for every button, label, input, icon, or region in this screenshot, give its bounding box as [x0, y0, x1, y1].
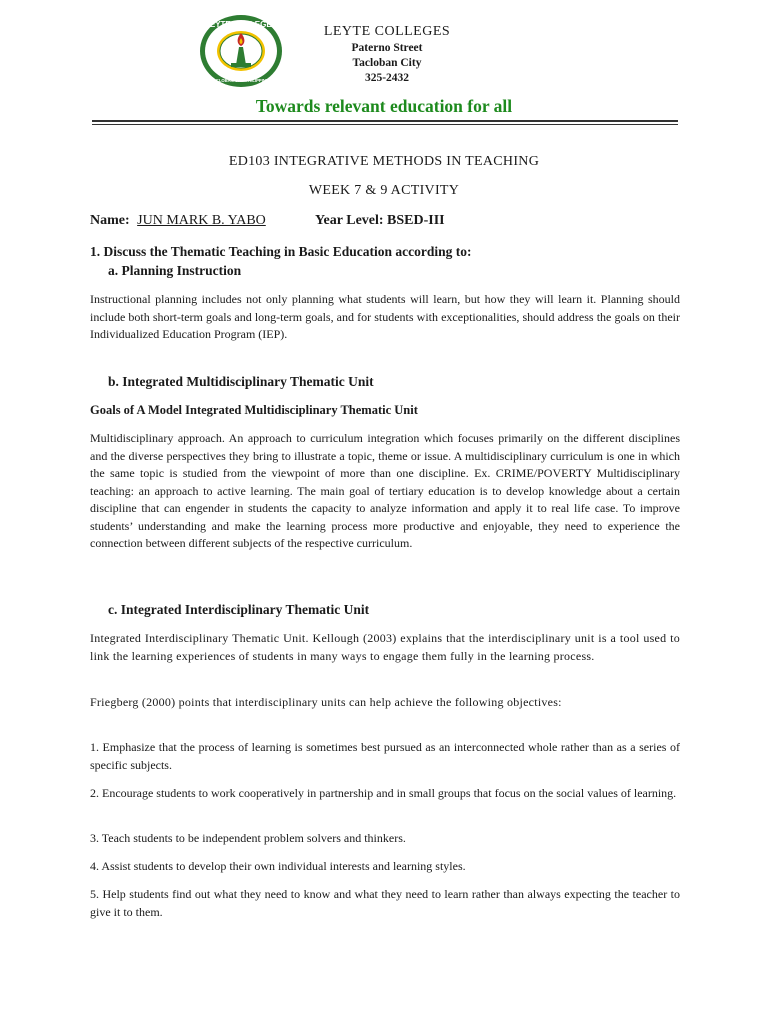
svg-text:TACLOBAN CITY PHILIPPINES: TACLOBAN CITY PHILIPPINES	[210, 78, 272, 83]
school-phone: 325-2432	[364, 72, 410, 84]
section-a-heading: a. Planning Instruction	[108, 263, 242, 278]
section-c-paragraph-1: Integrated Interdisciplinary Thematic Unit. Kellough (2003) explains that the interdisciplinary unit is a tool used to link the learning experiences of students in many ways to engage them fully in the learning process.	[90, 631, 680, 663]
objective-item: 3. Teach students to be independent problem solvers and thinkers.	[90, 831, 406, 845]
section-b-paragraph: Multidisciplinary approach. An approach to curriculum integration which focuses primarily on the different disciplines and the diverse perspectives they bring to illustrate a topic, theme or issue. A multidisciplinary curriculum is one in which the same topic is studied from the viewpoint of more than one discipline. Ex. CRIME/POVERTY Multidisciplinary teaching: an approach to active learning. The main goal of tertiary education is to develop knowledge about a certain discipline that can engender in students the capacity to analyze information and apply it to real life case. To improve students’ understanding and make the learning process more productive and enjoyable, they need to experience the connection between different subjects of the respective curriculum.	[90, 431, 680, 550]
objective-item: 1. Emphasize that the process of learning is sometimes best pursued as an interconnected whole rather than as a series of specific subjects.	[90, 740, 680, 772]
course-title: ED103 INTEGRATIVE METHODS IN TEACHING	[228, 154, 540, 169]
section-a-paragraph: Instructional planning includes not only planning what students will learn, but how they will learn it. Planning should include both short-term goals and long-term goals, and for students with exceptionalities, should address the goals on their Individualized Education Program (IEP).	[90, 292, 680, 341]
name-label: Name:	[90, 213, 130, 228]
school-city: Tacloban City	[352, 57, 422, 69]
section-b-heading: b. Integrated Multidisciplinary Thematic Unit	[108, 374, 374, 389]
objective-item: 5. Help students find out what they need to know and what they need to learn rather than always expecting the teacher to give it to them.	[90, 887, 680, 919]
header-divider-thin	[92, 124, 678, 125]
question-heading: 1. Discuss the Thematic Teaching in Basic Education according to:	[90, 244, 472, 259]
school-seal-logo	[198, 13, 284, 89]
school-street: Paterno Street	[351, 42, 423, 54]
header-divider	[92, 120, 678, 122]
objective-item: 2. Encourage students to work cooperatively in partnership and in small groups that focus on the social values of learning.	[90, 786, 677, 800]
school-motto: Towards relevant education for all	[255, 96, 513, 116]
activity-title: WEEK 7 & 9 ACTIVITY	[308, 183, 460, 198]
section-c-paragraph-2: Friegberg (2000) points that interdisciplinary units can help achieve the following objectives:	[90, 695, 562, 709]
section-b-subheading: Goals of A Model Integrated Multidisciplinary Thematic Unit	[90, 403, 418, 417]
school-name: LEYTE COLLEGES	[323, 24, 451, 39]
student-name-line	[90, 213, 266, 229]
year-level: Year Level: BSED-III	[315, 213, 445, 228]
objective-item: 4. Assist students to develop their own individual interests and learning styles.	[90, 859, 466, 873]
student-name: JUN MARK B. YABO	[137, 213, 266, 228]
section-c-heading: c. Integrated Interdisciplinary Thematic Unit	[108, 602, 370, 617]
svg-text:LEYTE COLLEGES: LEYTE COLLEGES	[204, 20, 278, 29]
